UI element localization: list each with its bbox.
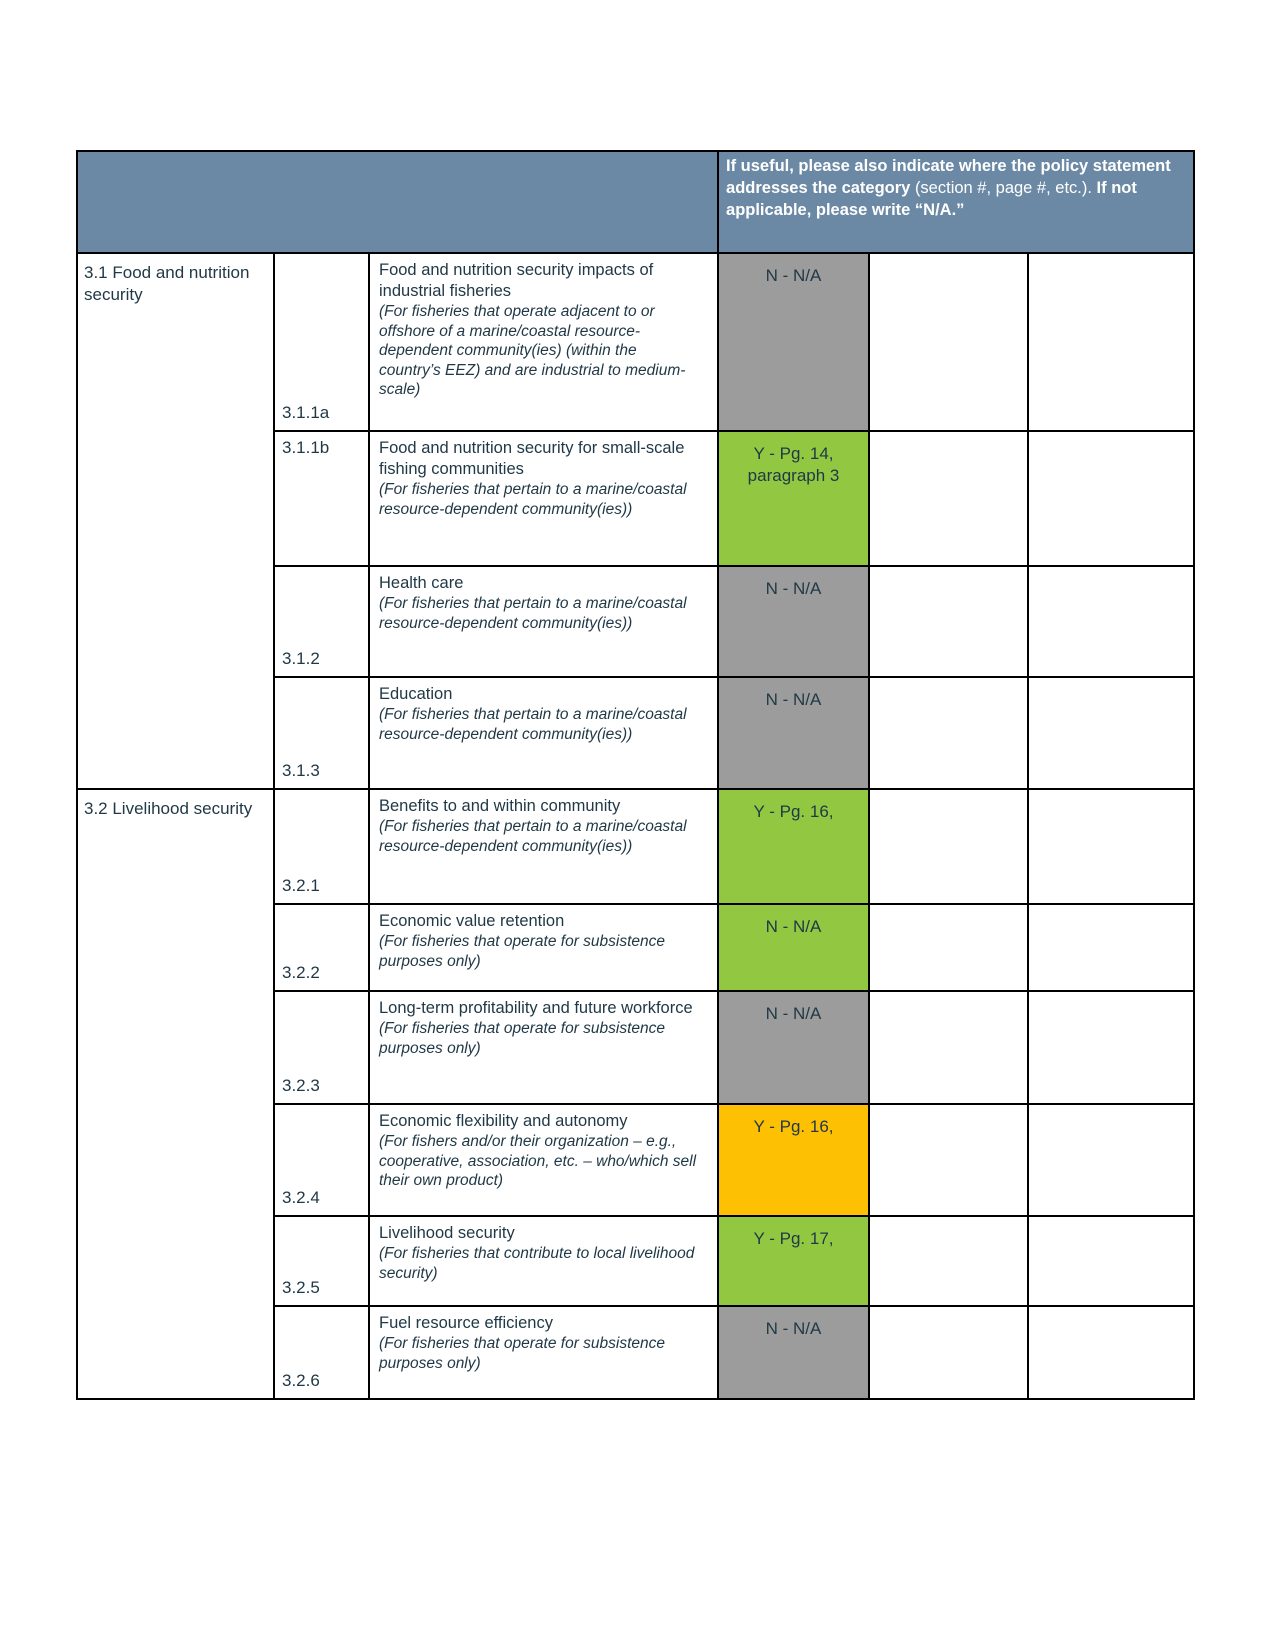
status-cell: N - N/A — [718, 253, 869, 431]
policy-location-cell — [869, 253, 1028, 431]
item-note: (For fisheries that operate for subsistence purposes only) — [379, 1020, 666, 1057]
item-number-cell: 3.2.4 — [274, 1104, 369, 1216]
status-cell: N - N/A — [718, 904, 869, 991]
notes-cell — [1028, 991, 1194, 1104]
status-cell: N - N/A — [718, 566, 869, 677]
item-note: (For fisheries that contribute to local livelihood security) — [379, 1245, 695, 1282]
item-title: Fuel resource efficiency — [379, 1314, 553, 1332]
item-title: Long-term profitability and future workforce — [379, 999, 693, 1017]
table-row — [77, 789, 1194, 904]
item-title: Food and nutrition security for small-scale fishing communities — [379, 439, 685, 479]
policy-location-cell — [869, 991, 1028, 1104]
header-instruction-bold-2: If not applicable, please write “N/A.” — [726, 178, 1137, 219]
item-number-cell: 3.1.2 — [274, 566, 369, 677]
policy-location-cell — [869, 431, 1028, 566]
item-note: (For fishers and/or their organization – e.g., cooperative, association, etc. – who/which sell their own product) — [379, 1133, 697, 1190]
item-number-cell: 3.1.3 — [274, 677, 369, 789]
item-number-cell: 3.2.6 — [274, 1306, 369, 1399]
policy-location-cell — [869, 1216, 1028, 1306]
item-description-cell — [369, 1104, 718, 1216]
policy-assessment-table — [76, 150, 1195, 1400]
header-instruction-bold-1: If useful, please also indicate where the policy statement addresses the category — [726, 157, 1171, 197]
category-cell: 3.1 Food and nutrition security — [77, 253, 274, 789]
item-number-cell: 3.1.1a — [274, 253, 369, 431]
header-spacer-cell — [77, 151, 718, 253]
status-cell: Y - Pg. 16, — [718, 789, 869, 904]
item-title: Education — [379, 685, 453, 703]
policy-location-cell — [869, 904, 1028, 991]
notes-cell — [1028, 904, 1194, 991]
status-cell: Y - Pg. 16, — [718, 1104, 869, 1216]
notes-cell — [1028, 789, 1194, 904]
notes-cell — [1028, 566, 1194, 677]
status-cell: N - N/A — [718, 677, 869, 789]
policy-location-cell — [869, 566, 1028, 677]
item-note: (For fisheries that operate for subsistence purposes only) — [379, 1335, 666, 1372]
category-cell: 3.2 Livelihood security — [77, 789, 274, 1399]
header-instruction-regular: (section #, page #, etc.). — [914, 178, 1097, 197]
item-title: Economic value retention — [379, 912, 565, 930]
item-number-cell: 3.1.1b — [274, 431, 369, 566]
item-number-cell: 3.2.2 — [274, 904, 369, 991]
status-cell: Y - Pg. 17, — [718, 1216, 869, 1306]
item-description-cell — [369, 904, 718, 991]
policy-location-cell — [869, 1306, 1028, 1399]
item-number-cell: 3.2.1 — [274, 789, 369, 904]
item-number-cell: 3.2.5 — [274, 1216, 369, 1306]
table-row — [77, 253, 1194, 431]
notes-cell — [1028, 253, 1194, 431]
item-description-cell — [369, 991, 718, 1104]
policy-location-cell — [869, 789, 1028, 904]
item-description-cell — [369, 253, 718, 431]
policy-location-cell — [869, 677, 1028, 789]
notes-cell — [1028, 431, 1194, 566]
header-instruction-cell — [718, 151, 1194, 253]
item-note: (For fisheries that pertain to a marine/coastal resource-dependent community(ies)) — [379, 595, 687, 632]
item-description-cell — [369, 1306, 718, 1399]
item-description-cell — [369, 789, 718, 904]
item-number-cell: 3.2.3 — [274, 991, 369, 1104]
item-description-cell — [369, 1216, 718, 1306]
header-row — [77, 151, 1194, 253]
item-title: Food and nutrition security impacts of industrial fisheries — [379, 261, 654, 301]
notes-cell — [1028, 1306, 1194, 1399]
notes-cell — [1028, 677, 1194, 789]
item-description-cell — [369, 677, 718, 789]
item-note: (For fisheries that pertain to a marine/coastal resource-dependent community(ies)) — [379, 706, 687, 743]
status-cell: Y - Pg. 14, paragraph 3 — [718, 431, 869, 566]
item-title: Benefits to and within community — [379, 797, 621, 815]
notes-cell — [1028, 1216, 1194, 1306]
item-note: (For fisheries that pertain to a marine/coastal resource-dependent community(ies)) — [379, 818, 687, 855]
item-title: Health care — [379, 574, 464, 592]
item-title: Livelihood security — [379, 1224, 515, 1242]
status-cell: N - N/A — [718, 991, 869, 1104]
item-title: Economic flexibility and autonomy — [379, 1112, 628, 1130]
item-description-cell — [369, 431, 718, 566]
item-description-cell — [369, 566, 718, 677]
item-note: (For fisheries that operate for subsistence purposes only) — [379, 933, 666, 970]
notes-cell — [1028, 1104, 1194, 1216]
item-note: (For fisheries that pertain to a marine/coastal resource-dependent community(ies)) — [379, 481, 687, 518]
status-cell: N - N/A — [718, 1306, 869, 1399]
policy-location-cell — [869, 1104, 1028, 1216]
item-note: (For fisheries that operate adjacent to or offshore of a marine/coastal resource-dependent community(ies) (within the country’s EEZ) and are industrial to medium-scale) — [379, 303, 686, 399]
